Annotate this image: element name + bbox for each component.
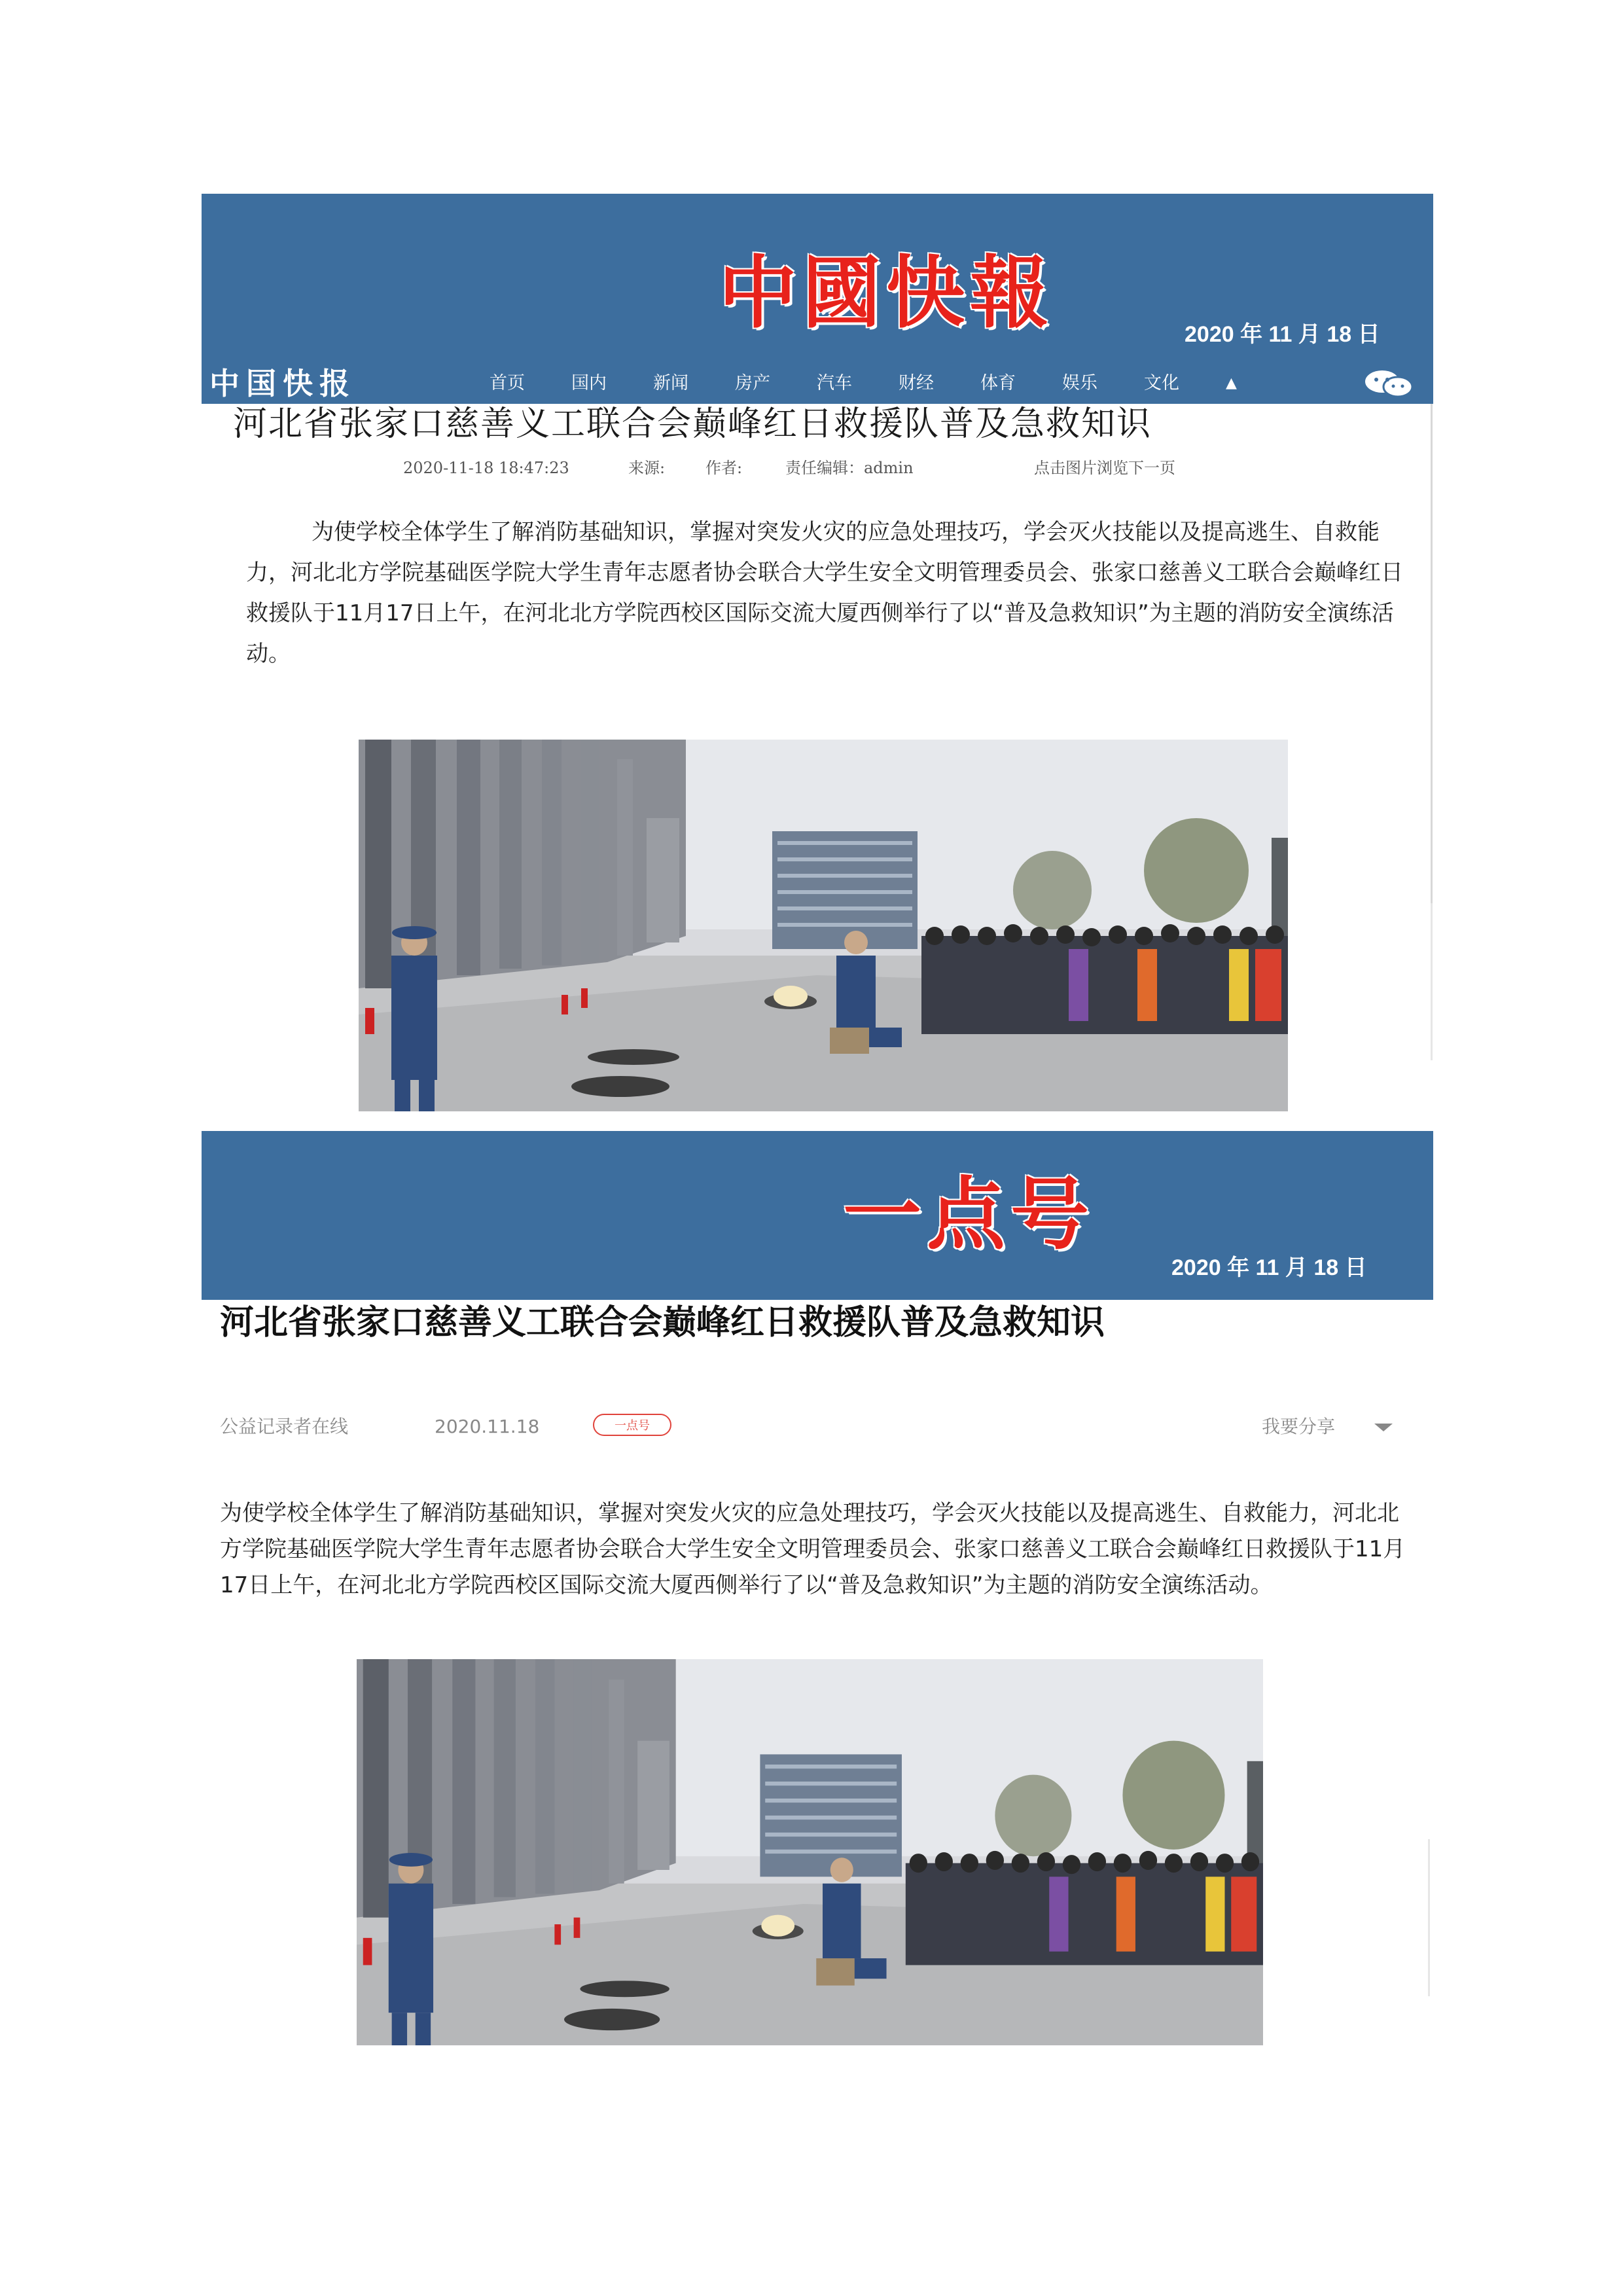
site-logo[interactable]: 中国快报 xyxy=(209,366,356,401)
fire-drill-photo xyxy=(359,740,1288,1111)
nav-item-property[interactable]: 房产 xyxy=(735,373,770,393)
kuaibao-article-source: 来源: xyxy=(628,459,666,477)
nav-item-home[interactable]: 首页 xyxy=(490,373,525,393)
kuaibao-banner-date: 2020 年 11 月 18 日 xyxy=(1185,322,1380,347)
kuaibao-banner xyxy=(202,194,1433,365)
nav-item-sports[interactable]: 体育 xyxy=(980,373,1016,393)
kuaibao-article-author: 作者: xyxy=(705,459,743,477)
nav-item-entertainment[interactable]: 娱乐 xyxy=(1062,373,1097,393)
site-nav-bar xyxy=(202,363,1433,404)
kuaibao-article-headline: 河北省张家口慈善义工联合会巅峰红日救援队普及急救知识 xyxy=(233,404,1152,444)
yidianhao-article-date: 2020.11.18 xyxy=(435,1416,540,1437)
site-nav xyxy=(490,363,1252,404)
nav-item-finance[interactable]: 财经 xyxy=(899,373,934,393)
kuaibao-article-editor: 责任编辑：admin xyxy=(785,459,914,477)
yidianhao-article-author[interactable]: 公益记录者在线 xyxy=(220,1416,349,1437)
nav-item-domestic[interactable]: 国内 xyxy=(571,373,607,393)
chevron-down-icon[interactable] xyxy=(1374,1424,1393,1431)
fire-drill-photo xyxy=(357,1659,1263,2045)
yidianhao-banner-title: 一点号 xyxy=(843,1168,1094,1261)
wechat-icon[interactable] xyxy=(1360,368,1419,399)
nav-item-auto[interactable]: 汽车 xyxy=(817,373,852,393)
kuaibao-next-image-hint[interactable]: 点击图片浏览下一页 xyxy=(1034,459,1175,477)
nav-item-news[interactable]: 新闻 xyxy=(653,373,688,393)
kuaibao-banner-title: 中國快報 xyxy=(719,247,1054,339)
share-button[interactable]: 我要分享 xyxy=(1262,1416,1336,1437)
yidianhao-article-headline: 河北省张家口慈善义工联合会巅峰红日救援队普及急救知识 xyxy=(220,1303,1105,1342)
yidianhao-banner-date: 2020 年 11 月 18 日 xyxy=(1171,1255,1367,1280)
divider xyxy=(1431,903,1433,1060)
yidianhao-badge: 一点号 xyxy=(593,1414,671,1436)
divider xyxy=(1428,1839,1430,1996)
kuaibao-article-body: 为使学校全体学生了解消防基础知识，掌握对突发火灾的应急处理技巧，学会灭火技能以及提高逃生、自救能力，河北北方学院基础医学院大学生青年志愿者协会联合大学生安全文明管理委员会、张家口慈善义工联合会巅峰红日救援队于11月17日上午，在河北北方学院西校区国际交流大厦西侧举行了以“普及急救知识”为主题的消防安全演练活动。 xyxy=(246,519,1403,667)
yidianhao-banner xyxy=(202,1131,1433,1300)
triangle-up-icon[interactable]: ▲ xyxy=(1226,375,1237,391)
kuaibao-article-datetime: 2020-11-18 18:47:23 xyxy=(403,459,569,477)
yidianhao-article-body: 为使学校全体学生了解消防基础知识，掌握对突发火灾的应急处理技巧，学会灭火技能以及提高逃生、自救能力，河北北方学院基础医学院大学生青年志愿者协会联合大学生安全文明管理委员会、张家口慈善义工联合会巅峰红日救援队于11月17日上午，在河北北方学院西校区国际交流大厦西侧举行了以“普及急救知识”为主题的消防安全演练活动。 xyxy=(220,1500,1406,1598)
nav-item-culture[interactable]: 文化 xyxy=(1144,373,1179,393)
